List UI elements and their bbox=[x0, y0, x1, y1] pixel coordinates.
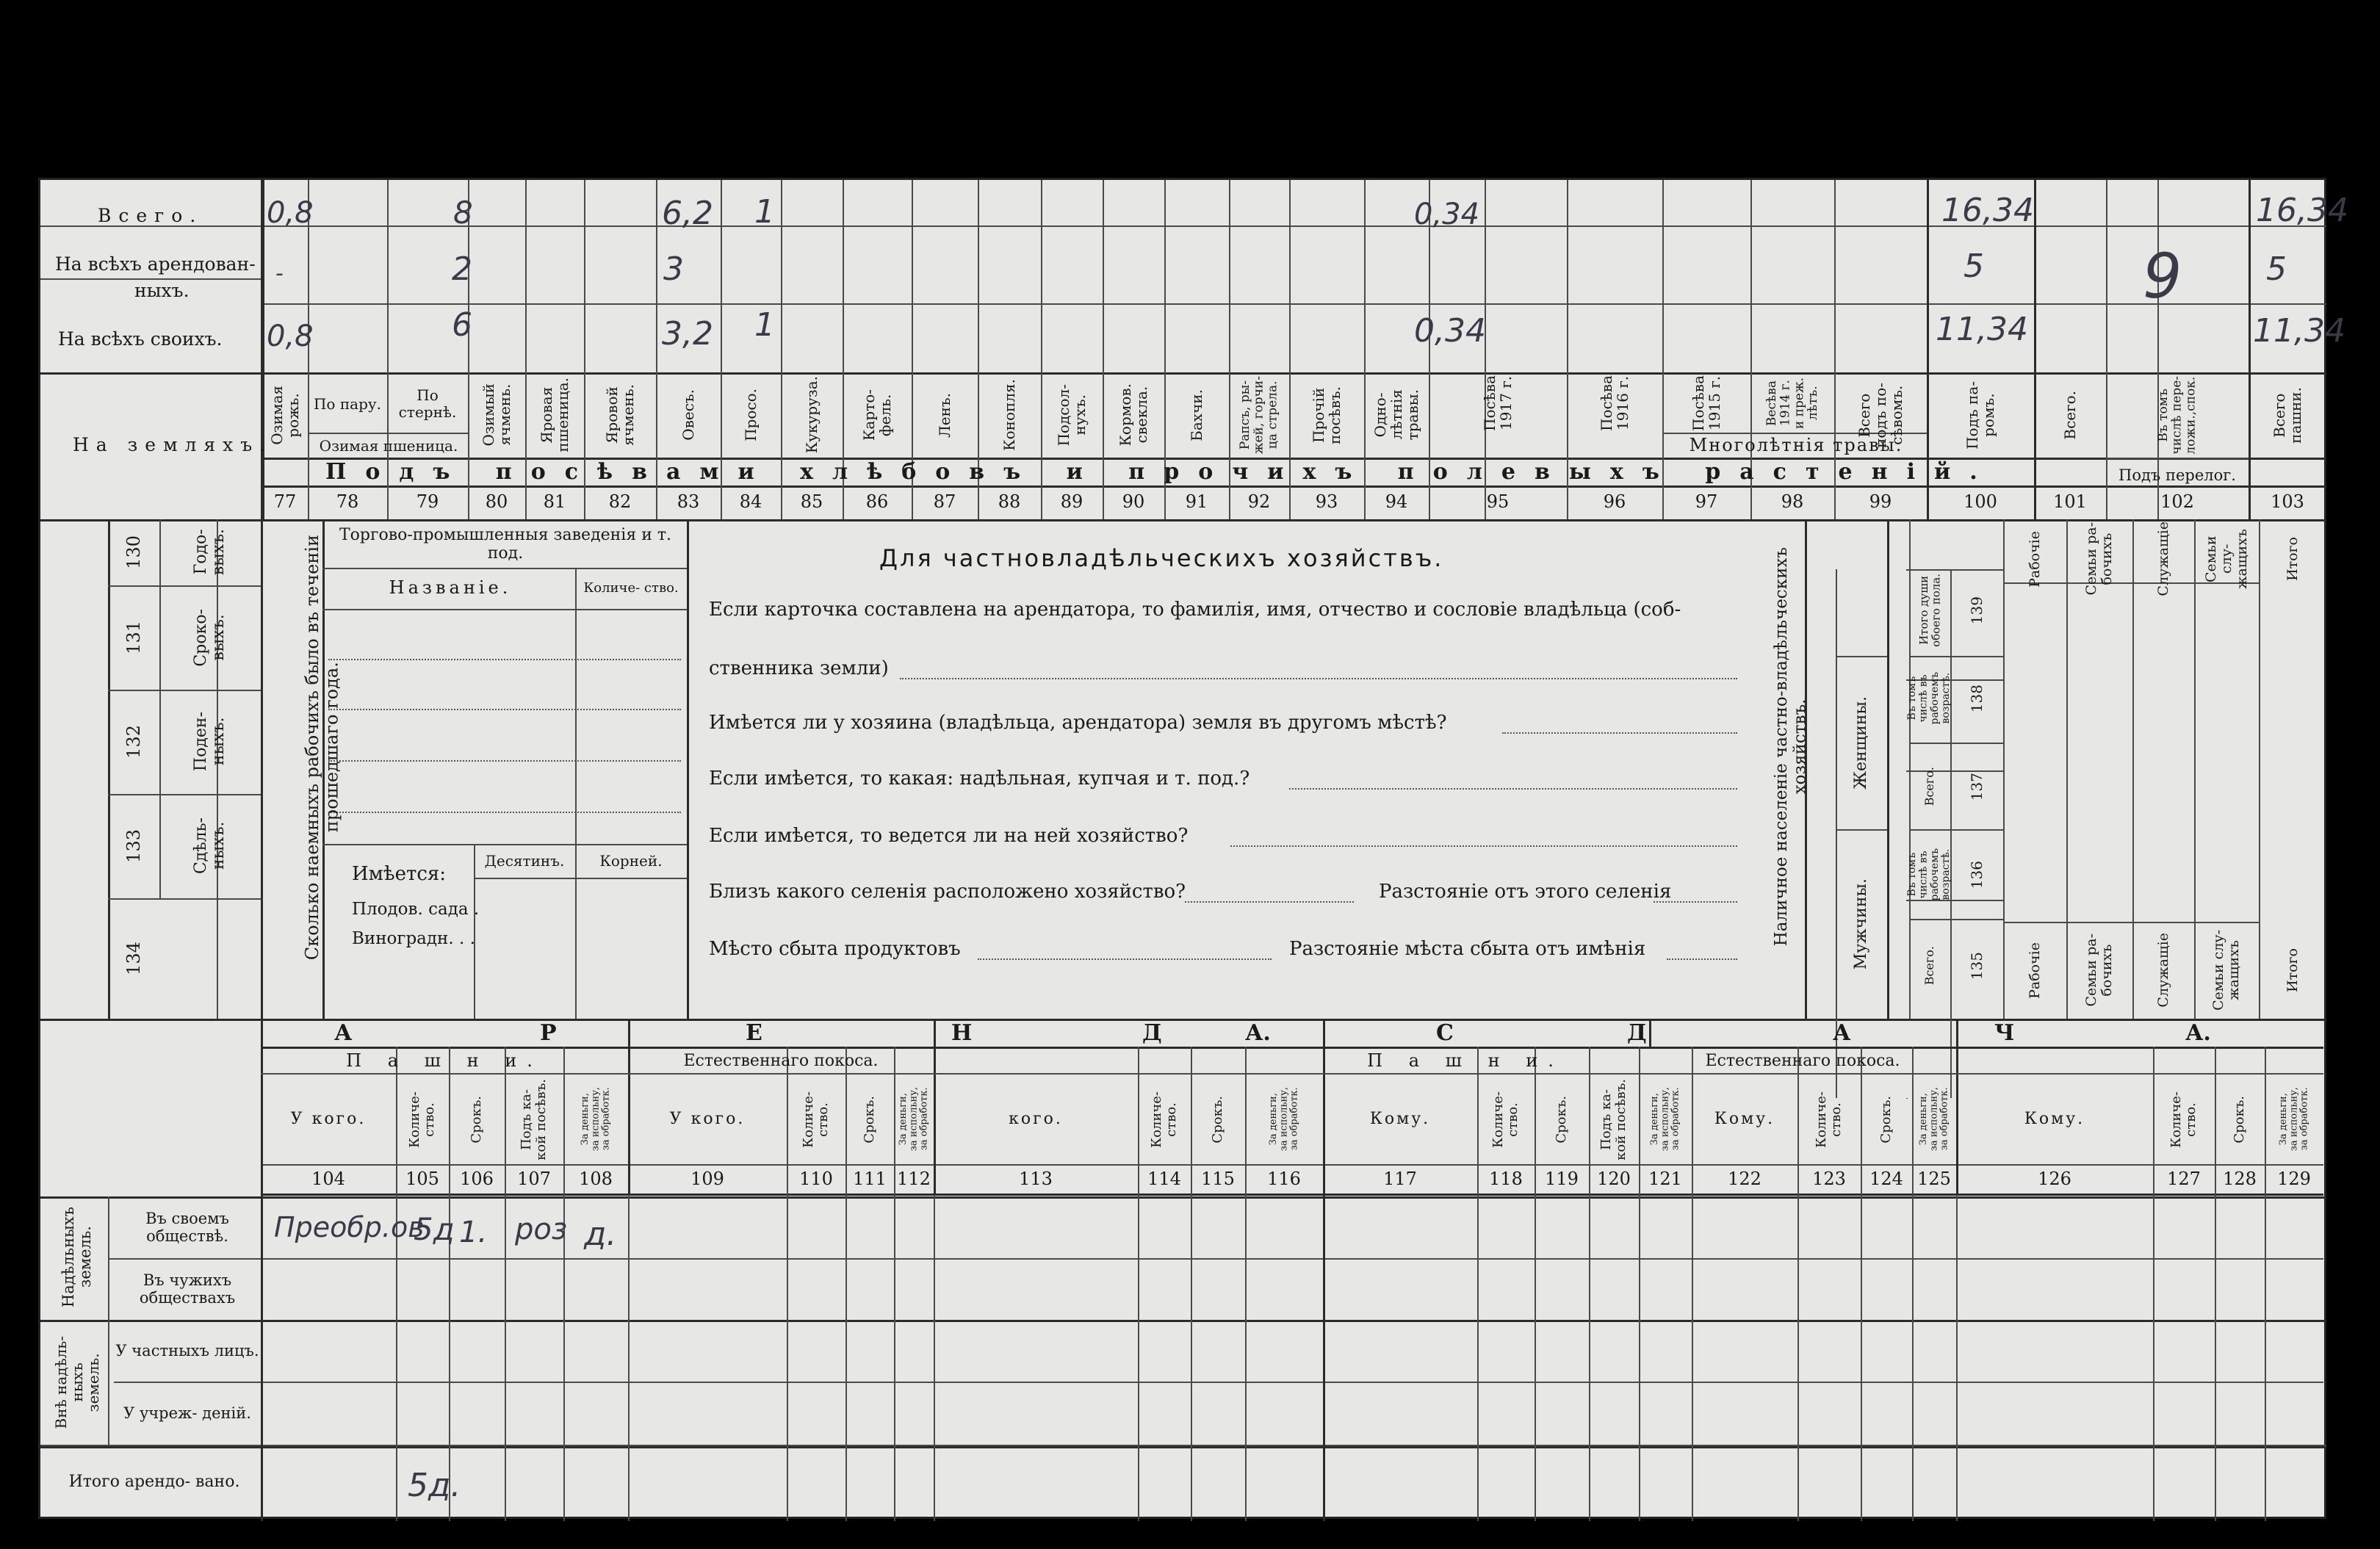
rule-v bbox=[687, 519, 689, 1019]
col-header-78: По пару. bbox=[313, 394, 382, 413]
col-num-93: 93 bbox=[1315, 491, 1338, 512]
arenda-header-105: Количе- ство. bbox=[407, 1091, 437, 1148]
pokos-arenda: Естественнаго покоса. bbox=[683, 1052, 879, 1071]
col-num-77: 77 bbox=[273, 491, 297, 512]
hired-label-3: Сдѣль- ныхъ. bbox=[191, 817, 228, 875]
row-label-arend-2: ныхъ. bbox=[134, 280, 190, 301]
answer-line-1[interactable] bbox=[900, 678, 1737, 679]
sdacha-letter-2: А bbox=[1833, 1020, 1851, 1046]
rule-h bbox=[2106, 458, 2249, 459]
rule-v bbox=[1887, 519, 1889, 1019]
sub-ozimaya-pshenitsa: Озимая пшеница. bbox=[319, 436, 458, 455]
arenda-header-107: Подъ ка- кой посѣвъ. bbox=[519, 1078, 549, 1160]
handwritten-c82-arend: 3 bbox=[663, 250, 684, 288]
answer-line-6[interactable] bbox=[978, 958, 1272, 960]
arenda-num-118: 118 bbox=[1489, 1169, 1523, 1189]
answer-line-5[interactable] bbox=[1185, 901, 1354, 903]
arenda-header-116: За деньги, за испольну, за обработк. bbox=[1267, 1087, 1300, 1152]
answer-line-3[interactable] bbox=[1289, 788, 1737, 790]
col-num-103: 103 bbox=[2271, 491, 2304, 512]
arenda-header-111: Срокъ. bbox=[862, 1095, 878, 1144]
col-header-91: Бахчи. bbox=[1188, 389, 1205, 441]
arenda-num-125: 125 bbox=[1917, 1169, 1951, 1189]
handwritten-c83-svoi: 1 bbox=[754, 306, 775, 344]
trade-title: Торгово-промышленныя заведенія и т. под. bbox=[339, 525, 672, 563]
itogo-arendovano: Итого арендо- вано. bbox=[68, 1473, 240, 1492]
arenda-header-106: Срокъ. bbox=[469, 1095, 485, 1144]
question-5b: Разстояніе отъ этого селенія bbox=[1379, 881, 1672, 903]
arenda-num-128: 128 bbox=[2223, 1169, 2257, 1189]
right-col-top-1: Семьи ра- бочихъ bbox=[2083, 522, 2115, 596]
arenda-letter-4: Д bbox=[1142, 1020, 1162, 1046]
crops-band-title: Подъ посѣвами хлѣбовъ и прочихъ полевыхъ растеній. bbox=[325, 459, 1997, 485]
col-header-97: Посѣва 1915 г. bbox=[1690, 375, 1723, 431]
handwritten-c82-svoi: 3,2 bbox=[662, 315, 713, 353]
rule-v bbox=[261, 519, 263, 1019]
women-label: Женщины. bbox=[1851, 696, 1870, 790]
col-num-87: 87 bbox=[933, 491, 956, 512]
arenda-letter-0: А bbox=[334, 1020, 353, 1046]
col-header-85: Кукуруза. bbox=[803, 376, 821, 454]
col-num-100: 100 bbox=[1964, 491, 1997, 512]
arenda-row-0: Въ своемъ обществѣ. bbox=[145, 1209, 229, 1245]
answer-line-2[interactable] bbox=[1502, 732, 1737, 734]
arenda-num-108: 108 bbox=[579, 1169, 613, 1189]
col-num-90: 90 bbox=[1122, 491, 1145, 512]
col-num-95: 95 bbox=[1486, 491, 1510, 512]
arenda-num-109: 109 bbox=[690, 1169, 724, 1189]
pop-men-vsego-label: Всего. bbox=[1922, 946, 1937, 986]
arenda-row-1: Въ чужихъ обществахъ bbox=[139, 1271, 236, 1307]
handwritten-itogo-qty: 5д. bbox=[408, 1467, 461, 1504]
arenda-header-113: кого. bbox=[1009, 1110, 1063, 1129]
arenda-num-116: 116 bbox=[1267, 1169, 1301, 1189]
arenda-num-114: 114 bbox=[1147, 1169, 1181, 1189]
rule-h bbox=[328, 812, 681, 813]
col-header-86: Карто- фель. bbox=[860, 389, 894, 441]
row-label-svoi: На всѣхъ своихъ. bbox=[58, 328, 223, 350]
arenda-num-110: 110 bbox=[799, 1169, 833, 1189]
col-header-87: Ленъ. bbox=[936, 392, 953, 438]
right-col-bottom-3: Семьи слу- жащихъ bbox=[2210, 930, 2242, 1011]
col-header-88: Конопля. bbox=[1000, 379, 1018, 451]
right-col-top-2: Служащіе bbox=[2154, 521, 2171, 596]
question-2: Имѣется ли у хозяина (владѣльца, арендатора) земля въ другомъ мѣстѣ? bbox=[709, 712, 1447, 734]
arenda-header-127: Количе- ство. bbox=[2168, 1091, 2199, 1148]
arenda-num-115: 115 bbox=[1201, 1169, 1235, 1189]
arenda-num-112: 112 bbox=[897, 1169, 931, 1189]
col-num-99: 99 bbox=[1869, 491, 1892, 512]
arenda-num-120: 120 bbox=[1597, 1169, 1631, 1189]
arenda-header-121: За деньги, за испольну, за обработк. bbox=[1648, 1087, 1681, 1152]
arenda-header-115: Срокъ. bbox=[1210, 1095, 1226, 1144]
col-num-78: 78 bbox=[336, 491, 359, 512]
pop-num-137: 137 bbox=[1968, 772, 1986, 801]
handwritten-c103-arend: 5 bbox=[2266, 250, 2287, 288]
arenda-num-105: 105 bbox=[405, 1169, 439, 1189]
rule-v bbox=[575, 568, 577, 844]
question-1b: ственника земли) bbox=[709, 657, 889, 679]
handwritten-c79-svoi: 6 bbox=[452, 306, 472, 344]
rule-h bbox=[261, 485, 2326, 488]
rule-v bbox=[2034, 180, 2036, 519]
sub-mnogoletnie-travy: Многолѣтнія травы. bbox=[1689, 435, 1903, 456]
col-header-92: Рапсъ, ры- жей, горчи- ца стрела. bbox=[1237, 375, 1280, 455]
col-header-81: Яровая пшеница. bbox=[538, 378, 571, 452]
handwritten-c103-svoi: 11,34 bbox=[2253, 312, 2345, 350]
handwritten-c77-vsego: 0,8 bbox=[267, 196, 314, 230]
pop-num-136: 136 bbox=[1968, 860, 1986, 889]
arenda-num-107: 107 bbox=[517, 1169, 551, 1189]
arenda-header-124: Срокъ. bbox=[1878, 1095, 1894, 1144]
col-num-101: 101 bbox=[2053, 491, 2087, 512]
vineyard-label: Виноградн. . . bbox=[352, 929, 475, 948]
col-num-96: 96 bbox=[1603, 491, 1626, 512]
pashni-arenda: П а ш н и. bbox=[346, 1050, 543, 1072]
rule-h bbox=[40, 1320, 2326, 1322]
desyatin-header: Десятинъ. bbox=[484, 851, 565, 870]
arenda-letter-1: Р bbox=[540, 1020, 557, 1046]
right-col-top-0: Рабочіе bbox=[2026, 530, 2043, 588]
private-title: Для частновладѣльческихъ хозяйствъ. bbox=[879, 544, 1444, 572]
arenda-num-121: 121 bbox=[1648, 1169, 1682, 1189]
garden-label: Плодов. сада . bbox=[352, 900, 480, 919]
arenda-num-122: 122 bbox=[1728, 1169, 1761, 1189]
col-num-80: 80 bbox=[485, 491, 508, 512]
col-header-101: Всего. bbox=[2061, 390, 2079, 440]
arenda-num-113: 113 bbox=[1019, 1169, 1053, 1189]
arenda-letter-5: А. bbox=[1245, 1020, 1271, 1046]
rule-h bbox=[40, 1196, 2326, 1199]
arenda-letter-3: Н bbox=[951, 1020, 973, 1046]
rule-h bbox=[261, 1258, 2323, 1260]
handwritten-crop: роз bbox=[515, 1213, 568, 1246]
arenda-header-120: Подъ ка- кой посѣвъ. bbox=[1598, 1078, 1629, 1160]
arenda-row-3: У учреж- деній. bbox=[123, 1404, 251, 1422]
handwritten-term: 1. bbox=[459, 1216, 488, 1249]
rule-h bbox=[40, 1019, 2326, 1021]
trade-qty-header: Количе- ство. bbox=[583, 579, 679, 596]
col-header-84: Просо. bbox=[742, 389, 760, 441]
pop-men-work-label: Въ томъ числѣ въ рабочемъ возрастѣ. bbox=[1906, 848, 1952, 901]
arenda-header-123: Количе- ство. bbox=[1814, 1091, 1844, 1148]
arenda-header-110: Количе- ство. bbox=[801, 1091, 831, 1148]
col-num-98: 98 bbox=[1781, 491, 1804, 512]
arenda-header-112: За деньги, за испольну, за обработк. bbox=[897, 1087, 930, 1152]
hired-label-2: Поден- ныхъ. bbox=[191, 712, 228, 772]
arenda-header-122: Кому. bbox=[1714, 1110, 1775, 1129]
answer-line-6b[interactable] bbox=[1667, 958, 1737, 960]
col-header-93: Прочій посѣвъ. bbox=[1310, 386, 1344, 444]
pop-itogo-label: Итого души обоего пола. bbox=[1916, 574, 1942, 647]
col-num-83: 83 bbox=[677, 491, 700, 512]
has-label: Имѣется: bbox=[352, 863, 447, 885]
rule-h bbox=[322, 609, 687, 610]
col-header-100: Подъ па- ромъ. bbox=[1964, 380, 1997, 449]
col-num-97: 97 bbox=[1695, 491, 1718, 512]
rule-h bbox=[328, 659, 681, 660]
arenda-header-109: У кого. bbox=[669, 1110, 746, 1129]
handwritten-c92-svoi: 0,34 bbox=[1414, 312, 1486, 350]
arenda-row-2: У частныхъ лицъ. bbox=[115, 1341, 259, 1360]
arenda-header-129: За деньги, за испольну, за обработк. bbox=[2277, 1087, 2310, 1152]
col-num-102: 102 bbox=[2160, 491, 2194, 512]
hired-label-0: Годо- выхъ. bbox=[191, 529, 228, 576]
col-header-79: По стернѣ. bbox=[398, 386, 457, 421]
col-header-90: Кормов. свекла. bbox=[1117, 383, 1150, 447]
handwritten-c99-svoi: 11,34 bbox=[1936, 311, 2028, 348]
handwritten-c79-vsego: 8 bbox=[453, 195, 473, 231]
right-col-bottom-4: Итого bbox=[2284, 948, 2301, 992]
rule-h bbox=[1909, 743, 2003, 744]
handwritten-c83-vsego: 1 bbox=[754, 193, 775, 231]
row-label-vsego: Всего. bbox=[98, 205, 203, 226]
rule-h bbox=[328, 760, 681, 762]
question-6b: Разстояніе мѣста сбыта отъ имѣнія bbox=[1289, 938, 1646, 960]
sdacha-letter-3: Ч bbox=[1994, 1020, 2015, 1046]
rule-h bbox=[261, 1194, 2323, 1196]
sdacha-letter-4: А. bbox=[2185, 1020, 2211, 1046]
col-header-77: Озимая рожь. bbox=[268, 385, 302, 445]
nadel-vertical: Надѣльныхъ земель. bbox=[59, 1207, 94, 1308]
col-num-85: 85 bbox=[800, 491, 823, 512]
answer-line-5b[interactable] bbox=[1654, 901, 1737, 903]
vnenadel-vertical: Внѣ надѣль- ныхъ земель. bbox=[52, 1335, 102, 1429]
korney-header: Корней. bbox=[599, 851, 663, 870]
arenda-header-117: Кому. bbox=[1369, 1110, 1431, 1129]
pop-num-135: 135 bbox=[1968, 951, 1986, 981]
col-num-86: 86 bbox=[865, 491, 889, 512]
handwritten-pay: д. bbox=[584, 1216, 617, 1253]
question-5: Близъ какого селенія расположено хозяйство? bbox=[709, 881, 1186, 903]
col-header-99: Всего подъ по- сѣвомъ. bbox=[1856, 382, 1905, 448]
pop-num-139: 139 bbox=[1968, 596, 1986, 625]
col-header-96: Посѣва 1916 г. bbox=[1598, 375, 1631, 431]
col-header-98: Весѣва 1914 г. и преж. лѣтъ. bbox=[1764, 377, 1820, 430]
arenda-num-117: 117 bbox=[1383, 1169, 1417, 1189]
rule-v bbox=[261, 180, 263, 519]
question-3: Если имѣется, то какая: надѣльная, купчая и т. под.? bbox=[709, 768, 1250, 790]
arenda-header-125: За деньги, за испольну, за обработк. bbox=[1917, 1087, 1950, 1152]
rule-h bbox=[2003, 922, 2259, 923]
arenda-num-123: 123 bbox=[1812, 1169, 1846, 1189]
hired-num-134: 134 bbox=[123, 942, 144, 975]
handwritten-c92-vsego: 0,34 bbox=[1414, 198, 1480, 231]
col-num-82: 82 bbox=[608, 491, 632, 512]
census-card bbox=[38, 178, 2348, 1519]
population-vertical: Наличное населеніе частно-владѣльческихъ хозяйствъ. bbox=[1771, 547, 1809, 947]
arenda-num-106: 106 bbox=[460, 1169, 494, 1189]
sdacha-letter-1: Д bbox=[1627, 1020, 1647, 1046]
rule-h bbox=[261, 1164, 2323, 1166]
question-1a: Если карточка составлена на арендатора, то фамилія, имя, отчество и сословіе владѣльца (соб- bbox=[709, 599, 1681, 621]
right-col-bottom-0: Рабочіе bbox=[2026, 942, 2043, 999]
col-header-95: Посѣва 1917 г. bbox=[1481, 375, 1515, 431]
arenda-header-118: Количе- ство. bbox=[1490, 1091, 1521, 1148]
col-num-92: 92 bbox=[1247, 491, 1271, 512]
arenda-header-108: За деньги, за испольну, за обработк. bbox=[579, 1087, 612, 1152]
rule-h bbox=[328, 709, 681, 710]
pop-women-vsego-label: Всего. bbox=[1922, 767, 1937, 806]
right-col-bottom-2: Служащіе bbox=[2154, 933, 2171, 1008]
arenda-header-128: Срокъ. bbox=[2232, 1095, 2248, 1144]
col-num-84: 84 bbox=[739, 491, 762, 512]
arenda-num-129: 129 bbox=[2277, 1169, 2311, 1189]
arenda-header-126: Кому. bbox=[2024, 1110, 2085, 1129]
col-header-82: Яровой ячмень. bbox=[603, 384, 637, 446]
col-header-89: Подсол- нухъ. bbox=[1055, 383, 1089, 447]
right-col-top-4: Итого bbox=[2284, 537, 2301, 581]
handwritten-c99-vsego: 16,34 bbox=[1941, 192, 2034, 229]
col-header-103: Всего пашни. bbox=[2271, 386, 2304, 444]
hired-workers-vertical: Сколько наемныхъ рабочихъ было въ теченіи прошедшаго года. bbox=[301, 535, 342, 961]
handwritten-who: Преобр.ов bbox=[274, 1211, 425, 1243]
arenda-header-104: У кого. bbox=[290, 1110, 367, 1129]
arenda-num-126: 126 bbox=[2038, 1169, 2071, 1189]
rule-h bbox=[40, 372, 2326, 375]
men-label: Мужчины. bbox=[1851, 878, 1870, 970]
col-header-94: Одно- лѣтнія травы. bbox=[1371, 389, 1421, 441]
sdacha-letter-0: С bbox=[1436, 1020, 1454, 1046]
rule-h bbox=[1909, 919, 2003, 920]
rule-h bbox=[261, 1382, 2323, 1383]
handwritten-c99-arend: 5 bbox=[1964, 248, 1984, 285]
pop-num-138: 138 bbox=[1968, 684, 1986, 713]
hired-num-132: 132 bbox=[123, 725, 144, 759]
rule-h bbox=[40, 1446, 2326, 1448]
arenda-num-124: 124 bbox=[1869, 1169, 1903, 1189]
rule-h bbox=[261, 303, 2326, 305]
handwritten-c79-arend: 2 bbox=[452, 250, 472, 288]
col-num-88: 88 bbox=[998, 491, 1021, 512]
arenda-letter-2: Е bbox=[746, 1020, 762, 1046]
row-label-zemli: На земляхъ. bbox=[73, 434, 273, 455]
right-col-bottom-1: Семьи ра- бочихъ bbox=[2083, 934, 2115, 1007]
hired-label-1: Сроко- выхъ. bbox=[191, 608, 228, 667]
col-header-102: Въ томъ числѣ пере- ложи.,спок. bbox=[2155, 375, 2199, 455]
trade-name-header: Названіе. bbox=[389, 577, 512, 599]
rule-h bbox=[474, 878, 687, 879]
sub-pod-perelog: Подъ перелог. bbox=[2118, 466, 2236, 484]
col-num-89: 89 bbox=[1060, 491, 1083, 512]
arenda-header-114: Количе- ство. bbox=[1149, 1091, 1179, 1148]
question-6: Мѣсто сбыта продуктовъ bbox=[709, 938, 961, 960]
arenda-num-111: 111 bbox=[853, 1169, 887, 1189]
col-header-83: Овесъ. bbox=[679, 389, 697, 441]
right-col-top-3: Семьи слу- жащихъ bbox=[2202, 529, 2250, 589]
handwritten-c77-arend: - bbox=[275, 261, 284, 286]
col-num-79: 79 bbox=[416, 491, 439, 512]
rule-v bbox=[2249, 180, 2251, 519]
hired-num-130: 130 bbox=[123, 535, 144, 569]
handwritten-c82-vsego: 6,2 bbox=[662, 195, 713, 232]
col-num-91: 91 bbox=[1185, 491, 1208, 512]
arenda-num-119: 119 bbox=[1545, 1169, 1579, 1189]
arenda-num-127: 127 bbox=[2167, 1169, 2201, 1189]
row-label-arend: На всѣхъ арендован- bbox=[55, 253, 256, 275]
handwritten-c103-vsego: 16,34 bbox=[2256, 192, 2348, 229]
handwritten-qty: 5д bbox=[414, 1211, 455, 1247]
hired-num-131: 131 bbox=[123, 621, 144, 654]
question-4: Если имѣется, то ведется ли на ней хозяйство? bbox=[709, 825, 1189, 847]
rule-v bbox=[1649, 1019, 1651, 1048]
answer-line-4[interactable] bbox=[1230, 845, 1737, 847]
pokos-sdacha: Естественнаго покоса. bbox=[1705, 1052, 1900, 1071]
arenda-header-119: Срокъ. bbox=[1554, 1095, 1570, 1144]
col-header-80: Озимый ячмень. bbox=[480, 383, 513, 447]
hired-num-133: 133 bbox=[123, 829, 144, 863]
handwritten-c77-svoi: 0,8 bbox=[267, 319, 314, 353]
pop-women-work-label: Въ томъ числѣ въ рабочемъ возрастѣ. bbox=[1906, 672, 1952, 725]
col-num-81: 81 bbox=[543, 491, 566, 512]
col-num-94: 94 bbox=[1385, 491, 1408, 512]
arenda-num-104: 104 bbox=[311, 1169, 345, 1189]
handwritten-c101-arend: 9 bbox=[2143, 240, 2182, 312]
pashni-sdacha: П а ш н и. bbox=[1367, 1050, 1564, 1072]
